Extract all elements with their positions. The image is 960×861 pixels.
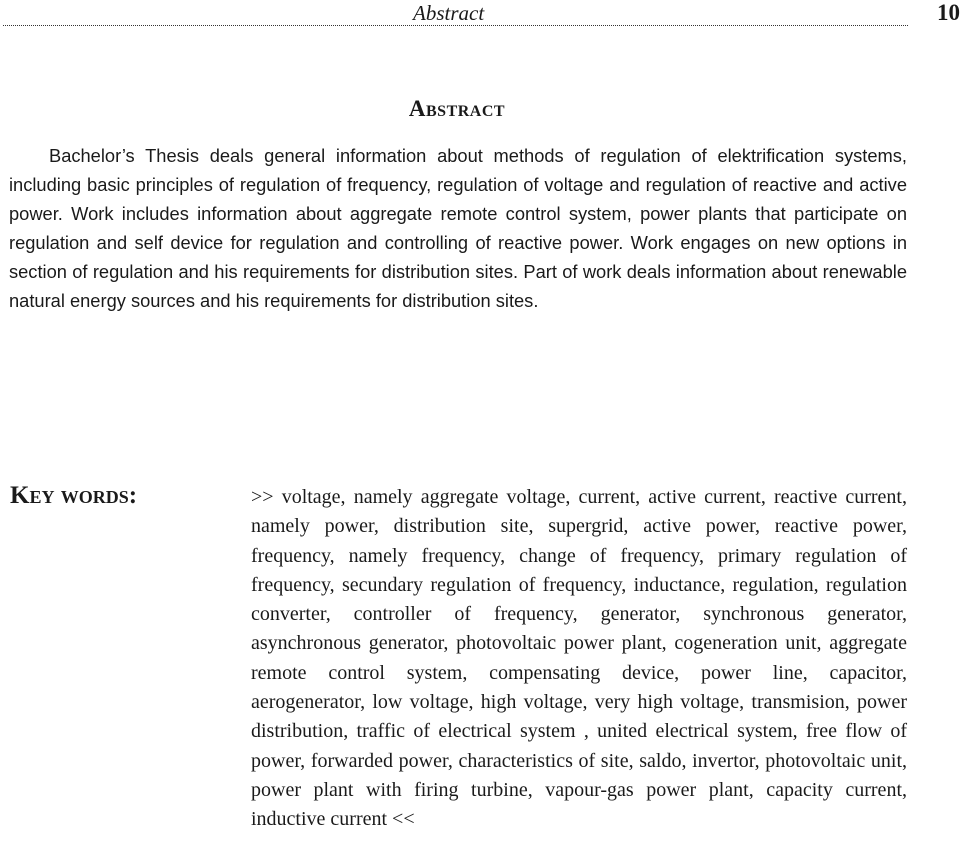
abstract-heading: Abstract	[408, 96, 506, 121]
running-header-title: Abstract	[413, 1, 485, 25]
header-dotted-rule	[3, 25, 908, 26]
page-number: 10	[937, 0, 960, 25]
keywords-label: Key words:	[10, 482, 138, 509]
abstract-paragraph: Bachelor’s Thesis deals general information about methods of regulation of elektrification systems, including basic principles of regulation of frequency, regulation of voltage and regulation of reactive and active power. Work includes information about aggregate remote control system, power plants that participate on regulation and self device for regulation and controlling of reactive power. Work engages on new options in section of regulation and his requirements for distribution sites. Part of work deals information about renewable natural energy sources and his requirements for distribution sites.	[9, 145, 907, 311]
page-header	[0, 0, 960, 30]
keywords-list: >> voltage, namely aggregate voltage, current, active current, reactive current, namely power, distribution site, supergrid, active power, reactive power, frequency, namely frequency, change of frequency, primary regulation of frequency, secundary regulation of frequency, inductance, regulation, regulation converter, controller of frequency, generator, synchronous generator, asynchronous generator, photovoltaic power plant, cogeneration unit, aggregate remote control system, compensating device, power line, capacitor, aerogenerator, low voltage, high voltage, very high voltage, transmision, power distribution, traffic of electrical system , united electrical system, free flow of power, forwarded power, characteristics of site, saldo, invertor, photovoltaic unit, power plant with firing turbine, vapour-gas power plant, capacity current, inductive current <<	[251, 486, 907, 831]
